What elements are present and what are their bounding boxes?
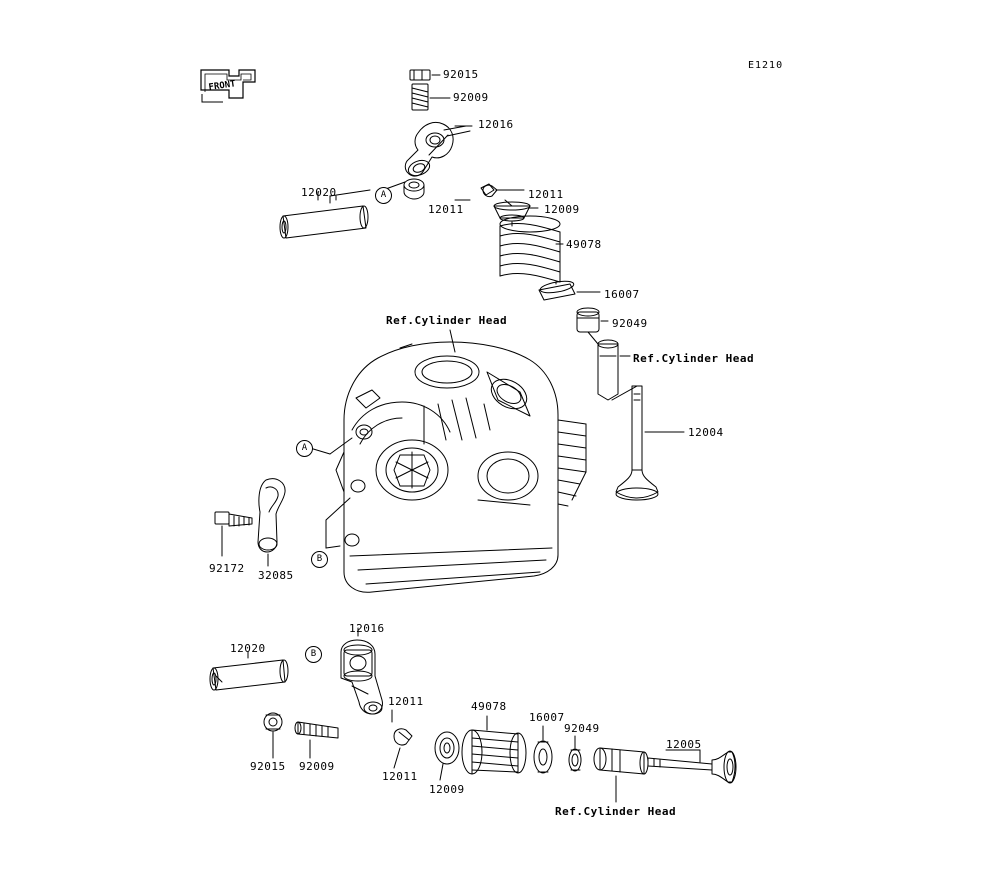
callout-92049-bottom: 92049 bbox=[564, 722, 600, 735]
callout-49078-bottom: 49078 bbox=[471, 700, 507, 713]
ref-cylinder-head-center: Ref.Cylinder Head bbox=[386, 314, 508, 327]
callout-12016-bottom: 12016 bbox=[349, 622, 385, 635]
callout-12011-top-left: 12011 bbox=[428, 203, 464, 216]
callout-92015-top: 92015 bbox=[443, 68, 479, 81]
reference-marker-a-top: A bbox=[375, 187, 392, 204]
svg-text:FRONT: FRONT bbox=[208, 79, 237, 93]
callout-92172: 92172 bbox=[209, 562, 245, 575]
reference-marker-b-head: B bbox=[311, 551, 328, 568]
cylinder-head-body bbox=[336, 342, 586, 592]
part-12011-bottom bbox=[394, 729, 412, 745]
callout-12020-bottom: 12020 bbox=[230, 642, 266, 655]
diagram-code: E1210 bbox=[748, 60, 784, 71]
part-49078-top bbox=[500, 216, 560, 282]
part-92009-bottom bbox=[295, 722, 338, 738]
part-92049-bottom bbox=[569, 749, 581, 771]
reference-marker-b-bottom: B bbox=[305, 646, 322, 663]
part-92049-top bbox=[577, 308, 599, 332]
part-12004-valve bbox=[616, 386, 658, 500]
callout-92009-bottom: 92009 bbox=[299, 760, 335, 773]
callout-92049-top: 92049 bbox=[612, 317, 648, 330]
part-16007-bottom bbox=[534, 741, 552, 773]
callout-12005: 12005 bbox=[666, 738, 702, 751]
callout-49078-top: 49078 bbox=[566, 238, 602, 251]
part-32085-holder bbox=[258, 479, 285, 552]
callout-16007-top: 16007 bbox=[604, 288, 640, 301]
callout-92015-bottom: 92015 bbox=[250, 760, 286, 773]
part-92172-bolt bbox=[215, 512, 252, 526]
callout-12009-top: 12009 bbox=[544, 203, 580, 216]
part-12011-right bbox=[483, 185, 497, 196]
callout-16007-bottom: 16007 bbox=[529, 711, 565, 724]
callout-92009-top: 92009 bbox=[453, 91, 489, 104]
part-92015-top bbox=[410, 70, 430, 80]
part-92009-top bbox=[412, 84, 428, 110]
part-12020-top bbox=[280, 206, 368, 238]
callout-32085: 32085 bbox=[258, 569, 294, 582]
part-valve-guide-bottom bbox=[594, 748, 648, 774]
part-49078-bottom bbox=[462, 730, 526, 774]
callout-12011-bottom-lower: 12011 bbox=[382, 770, 418, 783]
callout-12009-bottom: 12009 bbox=[429, 783, 465, 796]
callout-12020-top: 12020 bbox=[301, 186, 337, 199]
part-12016-bottom bbox=[341, 640, 382, 714]
ref-cylinder-head-top-right: Ref.Cylinder Head bbox=[633, 352, 755, 365]
part-16007-top bbox=[539, 279, 575, 300]
part-valve-guide-top bbox=[598, 340, 618, 400]
callout-12016-top: 12016 bbox=[478, 118, 514, 131]
callout-12011-bottom-upper: 12011 bbox=[388, 695, 424, 708]
part-12016-top bbox=[404, 122, 470, 199]
part-12005-valve bbox=[648, 751, 736, 783]
reference-marker-a-head: A bbox=[296, 440, 313, 457]
ref-cylinder-head-bottom: Ref.Cylinder Head bbox=[555, 805, 677, 818]
callout-12011-top-right: 12011 bbox=[528, 188, 564, 201]
part-12009-bottom bbox=[435, 732, 459, 764]
part-92015-bottom bbox=[264, 713, 282, 731]
part-12020-bottom bbox=[210, 660, 288, 690]
callout-12004: 12004 bbox=[688, 426, 724, 439]
part-12009-top bbox=[494, 202, 530, 221]
